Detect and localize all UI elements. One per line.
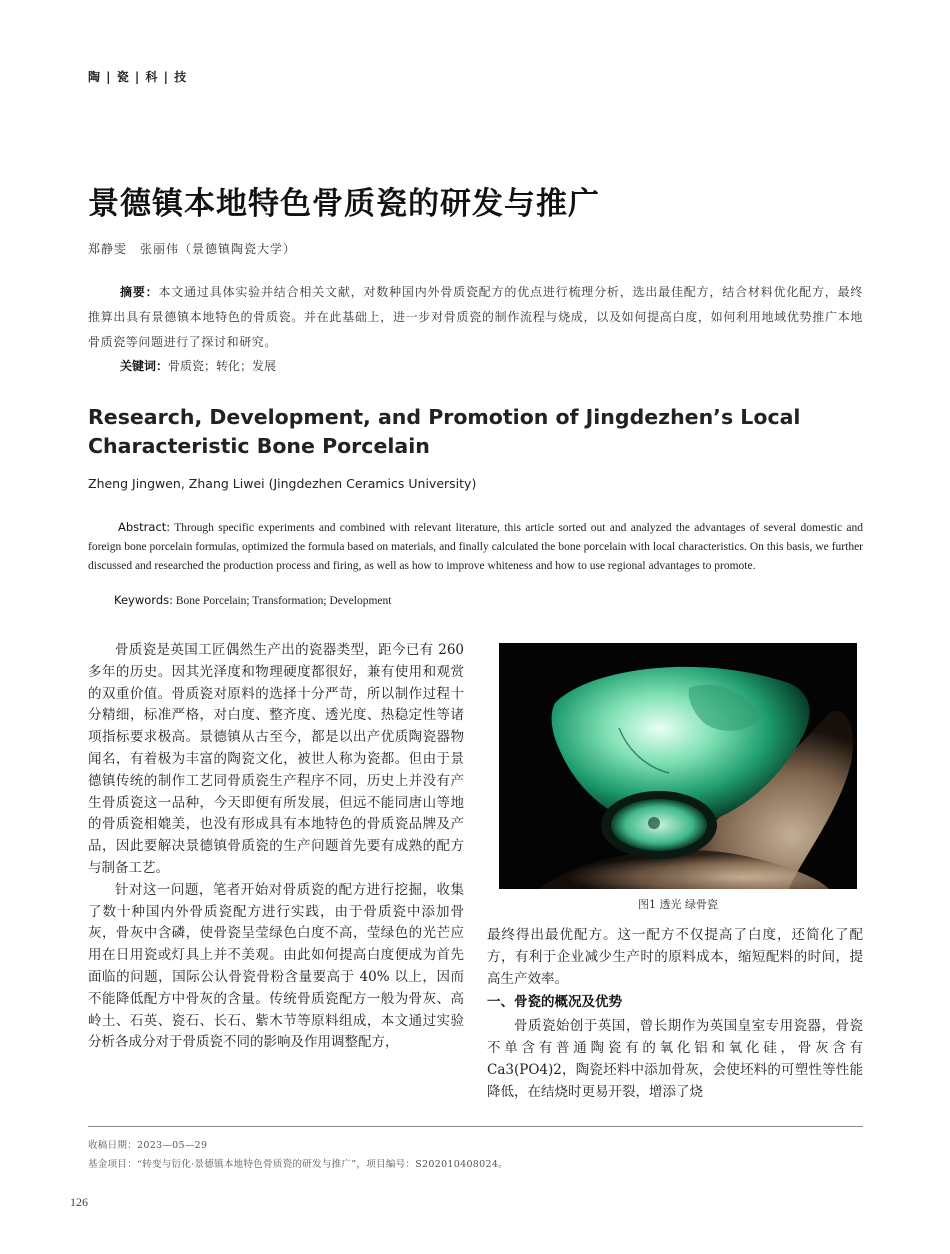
abstract-en-text: Through specific experiments and combined with relevant literature, this article sorted out and analyzed the advantages of several domestic and foreign bone porcelain formulas, optimized the formula based on materials, and finally calculated the bone porcelain with local characteristics. On this basis, we further discussed and researched the production process and firing, as well as how to improve whiteness and how to use regional advantages to promote.	[88, 522, 863, 572]
section-heading: 一、骨瓷的概况及优势	[487, 994, 622, 1011]
authors-cn: 郑静雯 张丽伟（景德镇陶瓷大学）	[88, 242, 297, 256]
keywords-cn	[120, 357, 276, 374]
abstract-en-label: Abstract:	[118, 520, 171, 534]
figure-bone-china-bowl	[499, 643, 857, 889]
authors-en: Zheng Jingwen, Zhang Liwei (Jingdezhen Ceramics University)	[88, 476, 477, 491]
body-paragraph: 针对这一问题，笔者开始对骨质瓷的配方进行挖掘，收集了数十种国内外骨质瓷配方进行实践，由于骨质瓷中添加骨灰，骨灰中含磷，使骨瓷呈莹绿色白度不高，莹绿色的光芒应用在日用瓷或灯具上并不美观。由此如何提高白度便成为首先面临的问题，国际公认骨瓷骨粉含量要高于 40% 以上，因而不能降低配方中骨灰的含量。传统骨质瓷配方一般为骨灰、高岭土、石英、瓷石、长石、紫木节等原料组成，本文通过实验分析各成分对于骨质瓷不同的影响及作用调整配方，	[88, 881, 464, 1051]
abstract-en	[88, 518, 863, 576]
keywords-en-label: Keywords:	[114, 593, 173, 607]
footnote-fund: 基金项目：“转变与衍化·景德镇本地特色骨质瓷的研发与推广”，项目编号：S202010408024。	[88, 1159, 508, 1170]
page-number: 126	[70, 1195, 88, 1209]
abstract-cn	[88, 280, 863, 355]
body-column-right	[487, 925, 863, 1103]
footnote-received: 收稿日期：2023—05—29	[88, 1140, 208, 1151]
keywords-en-text: Bone Porcelain; Transformation; Development	[172, 595, 392, 607]
abstract-cn-text: 本文通过具体实验并结合相关文献，对数种国内外骨质瓷配方的优点进行梳理分析，选出最佳配方，结合材料优化配方，最终推算出具有景德镇本地特色的骨质瓷。并在此基础上，进一步对骨质瓷的制作流程与烧成，以及如何提高白度，如何利用地域优势推广本地骨质瓷等问题进行了探讨和研究。	[88, 285, 863, 349]
body-paragraph: 最终得出最优配方。这一配方不仅提高了白度，还简化了配方，有利于企业减少生产时的原料成本，缩短配料的时间，提高生产效率。	[487, 927, 863, 987]
bowl-photo-illustration	[499, 643, 857, 889]
figure-caption: 图1 透光 绿骨瓷	[638, 898, 718, 911]
keywords-en	[114, 593, 391, 607]
body-column-left	[88, 640, 464, 1054]
keywords-cn-text: 骨质瓷；转化；发展	[168, 359, 277, 373]
body-paragraph: 骨质瓷始创于英国，曾长期作为英国皇室专用瓷器，骨瓷不单含有普通陶瓷有的氧化铝和氧化硅，骨灰含有 Ca3(PO4)2，陶瓷坯料中添加骨灰，会使坯料的可塑性等性能降低，在结烧时更易开裂，增添了烧	[487, 1018, 863, 1100]
keywords-cn-label: 关键词：	[120, 359, 169, 373]
abstract-cn-label: 摘要：	[120, 285, 159, 299]
article-title-en: Research, Development, and Promotion of Jingdezhen’s Local Characteristic Bone Porcelain	[88, 405, 801, 458]
journal-section-tag: 陶 | 瓷 | 科 | 技	[88, 70, 188, 84]
article-title: 景德镇本地特色骨质瓷的研发与推广	[88, 186, 600, 222]
footnote-divider	[88, 1126, 863, 1127]
body-paragraph: 骨质瓷是英国工匠偶然生产出的瓷器类型，距今已有 260 多年的历史。因其光泽度和物理硬度都很好，兼有使用和观赏的双重价值。骨质瓷对原料的选择十分严苛，所以制作过程十分精细，标准严格，对白度、整齐度、透光度、热稳定性等诸项指标要求极高。景德镇从古至今，都是以出产优质陶瓷器物闻名，有着极为丰富的陶瓷文化，被世人称为瓷都。但由于景德镇传统的制作工艺同骨质瓷生产程序不同，历史上并没有产生骨质瓷这一品种，今天即便有所发展，但远不能同唐山等地的骨质瓷相媲美，也没有形成具有本地特色的骨质瓷品牌及产品，因此要解决景德镇骨质瓷的生产问题首先要有成熟的配方与制备工艺。	[88, 642, 464, 876]
